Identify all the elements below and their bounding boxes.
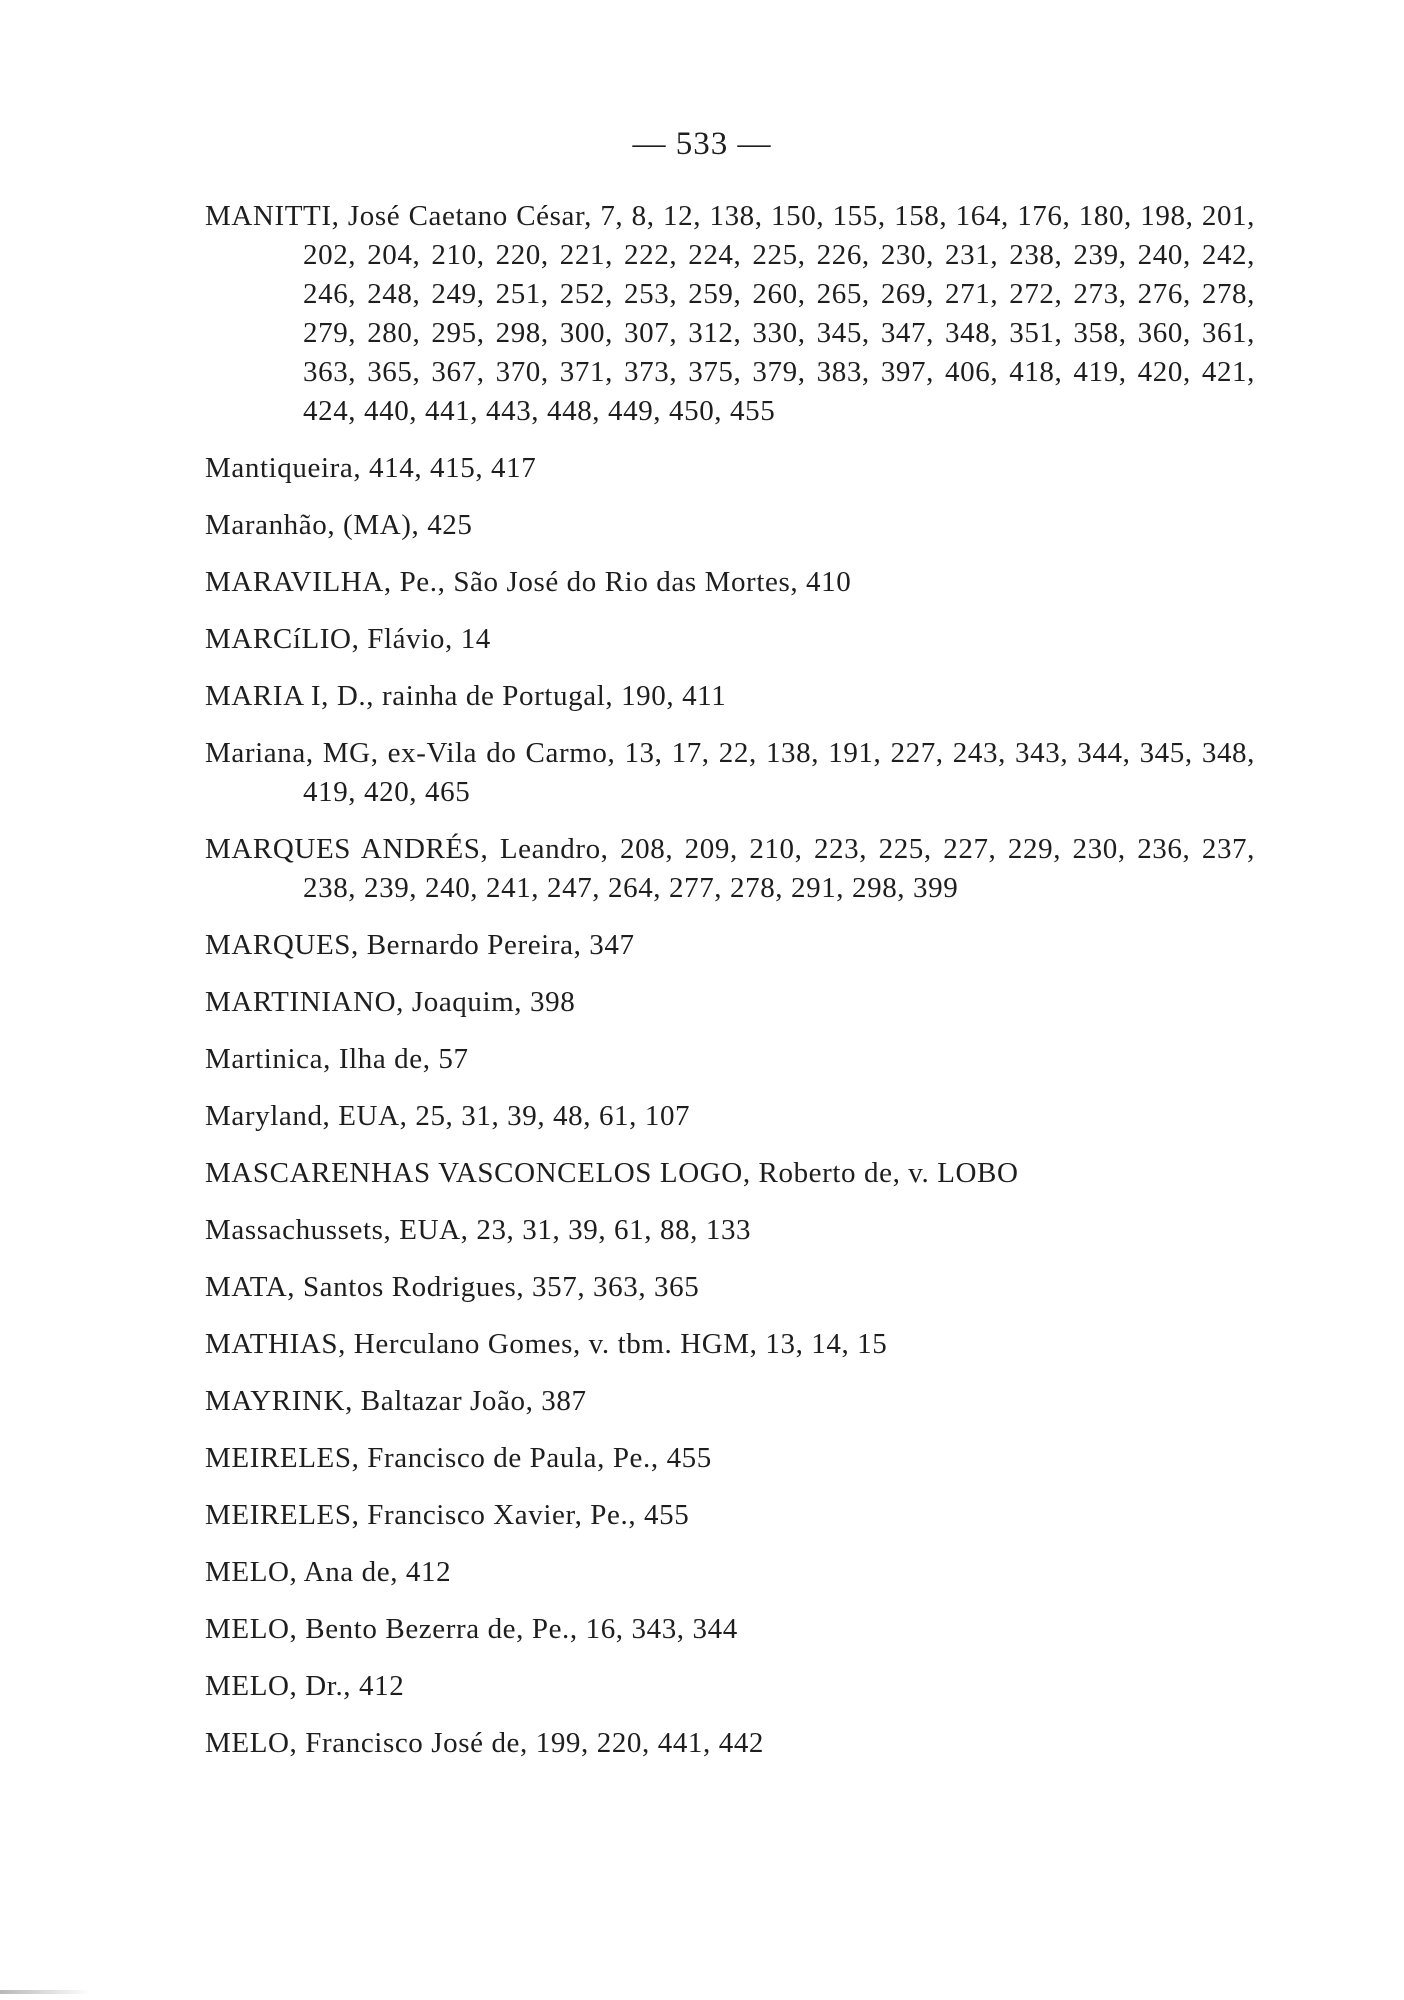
index-entry: Mantiqueira, 414, 415, 417	[205, 452, 537, 484]
scan-edge-mark	[0, 1990, 90, 1994]
index-entry: MAYRINK, Baltazar João, 387	[205, 1385, 587, 1417]
index-entry: MATHIAS, Herculano Gomes, v. tbm. HGM, 13, 14, 15	[205, 1328, 888, 1360]
index-entry: MEIRELES, Francisco Xavier, Pe., 455	[205, 1499, 690, 1531]
index-entry: Maryland, EUA, 25, 31, 39, 48, 61, 107	[205, 1100, 691, 1132]
index-entry: MELO, Ana de, 412	[205, 1556, 452, 1588]
index-entry: MANITTI, José Caetano César, 7, 8, 12, 138, 150, 155, 158, 164, 176, 180, 198, 201, 202, 204, 210, 220, 221, 222, 224, 225, 226, 230, 231, 238, 239, 240, 242, 246, 248, 249, 251, 252, 253, 259, 260, 265, 269, 271, 272, 273, 276, 278, 279, 280, 295, 298, 300, 307, 312, 330, 345, 347, 348, 351, 358, 360, 361, 363, 365, 367, 370, 371, 373, 375, 379, 383, 397, 406, 418, 419, 420, 421, 424, 440, 441, 443, 448, 449, 450, 455	[205, 200, 1255, 427]
index-entry: Martinica, Ilha de, 57	[205, 1043, 469, 1075]
index-list	[205, 197, 1255, 1781]
index-entry: MEIRELES, Francisco de Paula, Pe., 455	[205, 1442, 712, 1474]
index-entry: MELO, Dr., 412	[205, 1670, 405, 1702]
index-entry: MARAVILHA, Pe., São José do Rio das Mortes, 410	[205, 566, 852, 598]
index-entry: Maranhão, (MA), 425	[205, 509, 473, 541]
page-number: — 533 —	[632, 126, 772, 162]
index-entry: MELO, Francisco José de, 199, 220, 441, 442	[205, 1727, 765, 1759]
index-entry: MARCíLIO, Flávio, 14	[205, 623, 491, 655]
index-entry: MARTINIANO, Joaquim, 398	[205, 986, 576, 1018]
index-entry: MELO, Bento Bezerra de, Pe., 16, 343, 344	[205, 1613, 738, 1645]
index-entry: MATA, Santos Rodrigues, 357, 363, 365	[205, 1271, 700, 1303]
index-entry: MARQUES ANDRÉS, Leandro, 208, 209, 210, 223, 225, 227, 229, 230, 236, 237, 238, 239, 240, 241, 247, 264, 277, 278, 291, 298, 399	[205, 833, 1255, 904]
index-entry: Mariana, MG, ex-Vila do Carmo, 13, 17, 22, 138, 191, 227, 243, 343, 344, 345, 348, 419, 420, 465	[205, 737, 1255, 808]
index-entry: MARIA I, D., rainha de Portugal, 190, 411	[205, 680, 727, 712]
index-entry: MASCARENHAS VASCONCELOS LOGO, Roberto de, v. LOBO	[205, 1157, 1019, 1189]
index-entry: MARQUES, Bernardo Pereira, 347	[205, 929, 635, 961]
index-entry: Massachussets, EUA, 23, 31, 39, 61, 88, 133	[205, 1214, 752, 1246]
